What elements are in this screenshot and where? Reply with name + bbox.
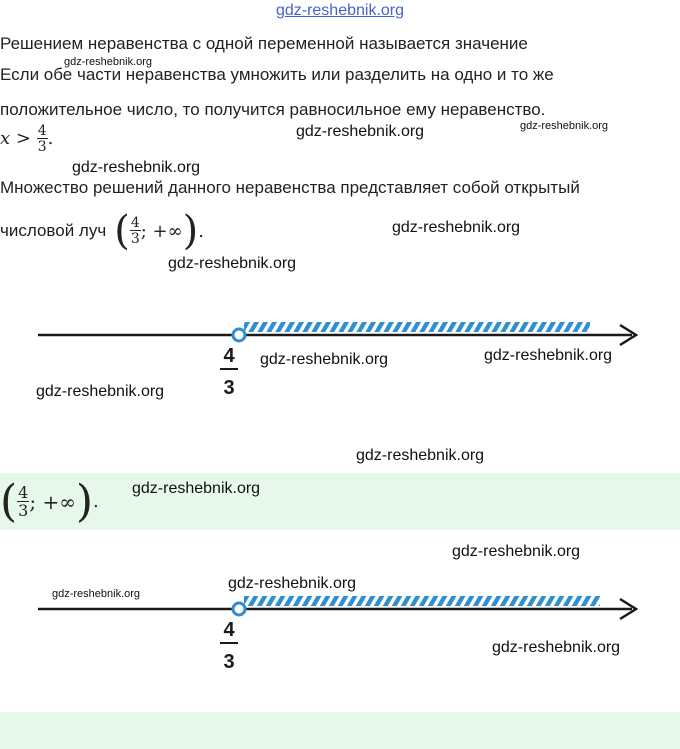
point-label-numerator: 4 xyxy=(223,345,235,367)
number-line-2 xyxy=(0,583,680,683)
open-point xyxy=(233,603,245,615)
watermark: gdz-reshebnik.org xyxy=(492,639,621,656)
watermark: gdz-reshebnik.org xyxy=(260,351,389,368)
interval xyxy=(114,208,204,254)
solution-line-4: Множество решений данного неравенства представляет собой открытый xyxy=(0,178,580,197)
interval-rest: ; +∞ xyxy=(140,220,183,242)
watermark: gdz-reshebnik.org xyxy=(52,588,141,600)
fraction xyxy=(130,216,141,246)
watermark: gdz-reshebnik.org xyxy=(520,120,609,132)
watermark: gdz-reshebnik.org xyxy=(452,543,581,560)
watermark: gdz-reshebnik.org xyxy=(356,447,485,464)
point-label-denominator: 3 xyxy=(223,377,235,399)
fraction-numerator: 4 xyxy=(18,482,29,502)
fraction-numerator: 4 xyxy=(130,215,140,231)
solution-line-3: положительное число, то получится равносильное ему неравенство. xyxy=(0,100,546,119)
fraction xyxy=(37,124,48,154)
point-label-numerator: 4 xyxy=(223,619,235,641)
solution-line-1: Решением неравенства с одной переменной называется значение xyxy=(0,34,528,53)
watermark: gdz-reshebnik.org xyxy=(296,123,425,140)
watermark: gdz-reshebnik.org xyxy=(484,347,613,364)
fraction-numerator: 4 xyxy=(37,123,47,139)
period: . xyxy=(93,491,99,512)
fraction-denominator: 3 xyxy=(18,500,29,520)
solution-line-5 xyxy=(0,203,204,259)
solution-hatch xyxy=(244,322,590,332)
fraction xyxy=(17,482,29,520)
open-paren: ( xyxy=(0,475,18,527)
bottom-band xyxy=(0,712,680,749)
watermark: gdz-reshebnik.org xyxy=(36,383,165,400)
answer-interval xyxy=(0,473,99,530)
open-paren: ( xyxy=(114,208,130,254)
interval-rest: ; +∞ xyxy=(29,489,76,514)
inequality-sign: > xyxy=(15,128,31,149)
inequality-variable: x xyxy=(0,128,11,149)
watermark: gdz-reshebnik.org xyxy=(228,575,357,592)
close-paren: ) xyxy=(75,475,94,527)
period: . xyxy=(47,128,54,149)
solution-line-2: Если обе части неравенства умножить или разделить на одно и то же xyxy=(0,65,554,84)
point-label-denominator: 3 xyxy=(223,651,235,673)
watermark: gdz-reshebnik.org xyxy=(132,480,261,497)
header-link[interactable]: gdz-reshebnik.org xyxy=(275,2,405,19)
watermark: gdz-reshebnik.org xyxy=(72,159,201,176)
fraction-denominator: 3 xyxy=(37,139,47,155)
watermark: gdz-reshebnik.org xyxy=(392,219,521,236)
open-point xyxy=(233,329,245,341)
close-paren: ) xyxy=(182,208,199,254)
inequality xyxy=(0,124,53,154)
fraction-denominator: 3 xyxy=(130,231,140,247)
answer-band xyxy=(0,473,680,530)
ray-text: числовой луч xyxy=(0,221,107,240)
solution-hatch xyxy=(244,596,600,606)
watermark: gdz-reshebnik.org xyxy=(168,255,297,272)
watermark: gdz-reshebnik.org xyxy=(64,56,153,68)
period: . xyxy=(198,220,204,242)
